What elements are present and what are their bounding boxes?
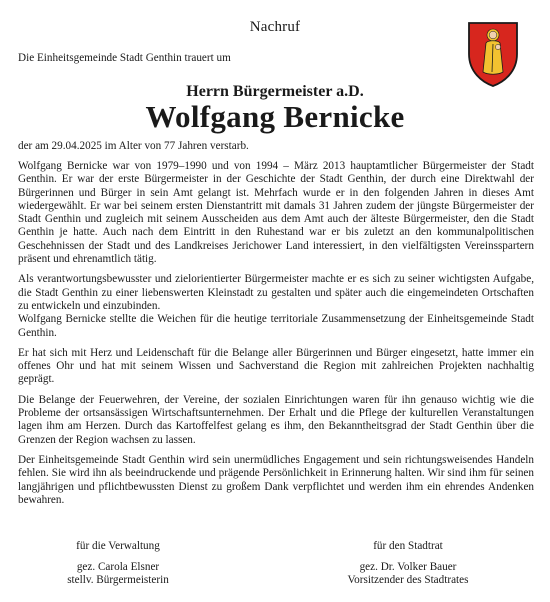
paragraph-territory: Wolfgang Bernicke stellte die Weichen für die heutige territoriale Zusammensetzung der Einheitsgemeinde Stadt Genthin.	[18, 313, 534, 339]
signature-administration	[8, 540, 228, 588]
paragraph-mission: Als verantwortungsbewusster und zielorientierter Bürgermeister machte er es sich zu seiner wichtigsten Aufgabe, die Stadt Genthin zu einer liebenswerten Kleinstadt zu gestalten und später auch die eingemeindeten Ortschaften zu entwickeln und einzubinden.	[18, 273, 534, 312]
signature-role: stellv. Bürgermeisterin	[67, 574, 169, 586]
paragraph-dedication: Er hat sich mit Herz und Leidenschaft für die Belange aller Bürgerinnen und Bürger eingesetzt, hatte immer ein offenes Ohr und hat mit seinem Wissen und Sachverstand die Region mit zahlreichen Projekten nachhaltig geprägt.	[18, 346, 534, 386]
obituary-body	[18, 160, 534, 514]
paragraph-community: Die Belange der Feuerwehren, der Vereine, der sozialen Einrichtungen waren für ihn genauso wichtig wie die Probleme der ortsansässigen Wirtschaftsunternehmen. Der Erhalt und die Pflege der kulturellen Veranstaltungen lagen ihm am Herzen. Durch das Kartoffelfest gelang es ihm, den Bekanntheitsgrad der Stadt Genthin über die Grenzen der Region wachsen zu lassen.	[18, 393, 534, 446]
notice-title: Nachruf	[249, 19, 301, 35]
genthin-coat-of-arms-icon	[466, 20, 520, 88]
signature-role: Vorsitzender des Stadtrates	[347, 574, 469, 586]
intro-line: Die Einheitsgemeinde Stadt Genthin trauert um	[18, 52, 231, 64]
signature-heading: für die Verwaltung	[76, 540, 160, 552]
paragraph-farewell: Der Einheitsgemeinde Stadt Genthin wird sein unermüdliches Engagement und sein richtungsweisendes Handeln fehlen. Sie wird ihn als beeindruckende und prägende Persönlichkeit in Erinnerung halten. Wir sind ihm für seinen langjährigen und pflichtbewussten Dienst zu großem Dank verpflichtet und werden ihm ein ehrendes Andenken bewahren.	[18, 453, 534, 506]
paragraph-career: Wolfgang Bernicke war von 1979–1990 und von 1994 – März 2013 hauptamtlicher Bürgermeister der Stadt Genthin. Er war der erste Bürgermeister in der Geschichte der Stadt Genthin, der durch eine Direktwahl der Bürgerinnen und Bürger in sein Amt gelangt ist. Mehrfach wurde er in den folgenden Jahren in dieses Amt wiedergewählt. Er war bei seinem ersten Dienstantritt mit damals 31 Jahren zudem der jüngste Bürgermeister der Stadt Genthin und zugleich mit seinem Ausscheiden aus dem Amt auch der älteste Bürgermeister, den die Stadt Genthin je hatte. Auch nach dem Eintritt in den Ruhestand war er bis zuletzt an den kommunalpolitischen Geschehnissen der Stadt und des Landkreises Jerichower Land interessiert, in den vielfältigsten Vereinsspartern präsent und ehrenamtlich tätig.	[18, 160, 534, 266]
signature-council	[298, 540, 518, 588]
honorific: Herrn Bürgermeister a.D.	[186, 83, 364, 100]
signature-name: gez. Dr. Volker Bauer	[359, 560, 457, 573]
signature-heading: für den Stadtrat	[373, 540, 443, 552]
crest-child-head	[495, 44, 500, 49]
death-line: der am 29.04.2025 im Alter von 77 Jahren verstarb.	[18, 140, 249, 152]
deceased-name: Wolfgang Bernicke	[145, 99, 405, 134]
crest-head	[489, 31, 497, 39]
signature-name: gez. Carola Elsner	[76, 560, 160, 573]
